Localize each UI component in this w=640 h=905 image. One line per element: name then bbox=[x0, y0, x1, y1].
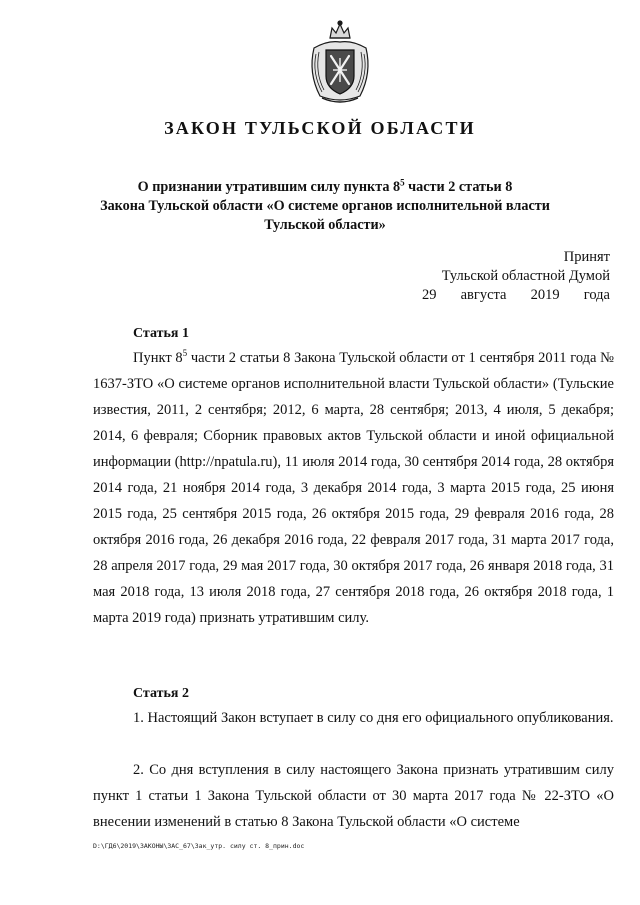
adoption-date bbox=[410, 286, 610, 305]
law-subtitle bbox=[60, 178, 590, 235]
subtitle-line3: Тульской области» bbox=[264, 217, 386, 233]
subtitle-superscript: 5 bbox=[400, 177, 405, 188]
article-2-paragraph-2: 2. Со дня вступления в силу настоящего Закона признать утратившим силу пункт 1 статьи 1 Закона Тульской области от 30 марта 2017 года № 22-ЗТО «О внесении изменений в статью 8 Закона Тульской области «О системе bbox=[93, 762, 614, 830]
adopting-body: Тульской областной Думой bbox=[441, 268, 610, 284]
tula-region-coat-of-arms-icon bbox=[300, 18, 380, 106]
article-1-text-start: Пункт 8 bbox=[133, 350, 183, 366]
adoption-year-word: года bbox=[583, 287, 610, 303]
article-1-text-rest: части 2 статьи 8 Закона Тульской области от 1 сентября 2011 года № 1637-ЗТО «О системе органов исполнительной власти Тульской области» (Тульские известия, 2011, 2 сентября; 2012, 6 марта, 28 сентября; 2013, 4 июля, 5 декабря; 2014, 6 февраля; Сборник правовых актов Тульской области и иной официальной информации (http://npatula.ru), 11 июля 2014 года, 30 сентября 2014 года, 28 октября 2014 года, 21 ноября 2014 года, 3 декабря 2014 года, 3 марта 2015 года, 25 июня 2015 года, 25 сентября 2015 года, 26 октября 2015 года, 29 февраля 2016 года, 28 октября 2016 года, 26 декабря 2016 года, 22 февраля 2017 года, 31 марта 2017 года, 28 апреля 2017 года, 29 мая 2017 года, 30 октября 2017 года, 26 января 2018 года, 31 мая 2018 года, 13 июля 2018 года, 27 сентября 2018 года, 26 октября 2018 года, 1 марта 2019 года) признать утратившим силу. bbox=[93, 350, 614, 626]
adoption-year: 2019 bbox=[530, 287, 560, 303]
subtitle-line1-text: О признании утратившим силу пункта 8 bbox=[137, 179, 401, 195]
subtitle-line2: Закона Тульской области «О системе органов исполнительной власти bbox=[100, 198, 550, 214]
adoption-day: 29 bbox=[422, 287, 437, 303]
adopted-label: Принят bbox=[563, 249, 610, 265]
article-1-superscript: 5 bbox=[182, 348, 188, 359]
adoption-month: августа bbox=[460, 287, 507, 303]
article-2-paragraph-1: 1. Настоящий Закон вступает в силу со дня его официального опубликования. bbox=[133, 710, 614, 726]
article-1-text bbox=[93, 345, 614, 631]
subtitle-line1-rest: части 2 статьи 8 bbox=[404, 179, 513, 195]
document-file-path: D:\ГД6\2019\ЗАКОНЫ\ЗАС_67\Зак_утр. силу ст. 8_прин.doc bbox=[93, 842, 305, 850]
article-1-heading: Статья 1 bbox=[133, 326, 189, 341]
article-2-heading: Статья 2 bbox=[133, 686, 189, 701]
law-title: ЗАКОН ТУЛЬСКОЙ ОБЛАСТИ bbox=[164, 118, 476, 138]
adoption-block bbox=[410, 248, 610, 305]
